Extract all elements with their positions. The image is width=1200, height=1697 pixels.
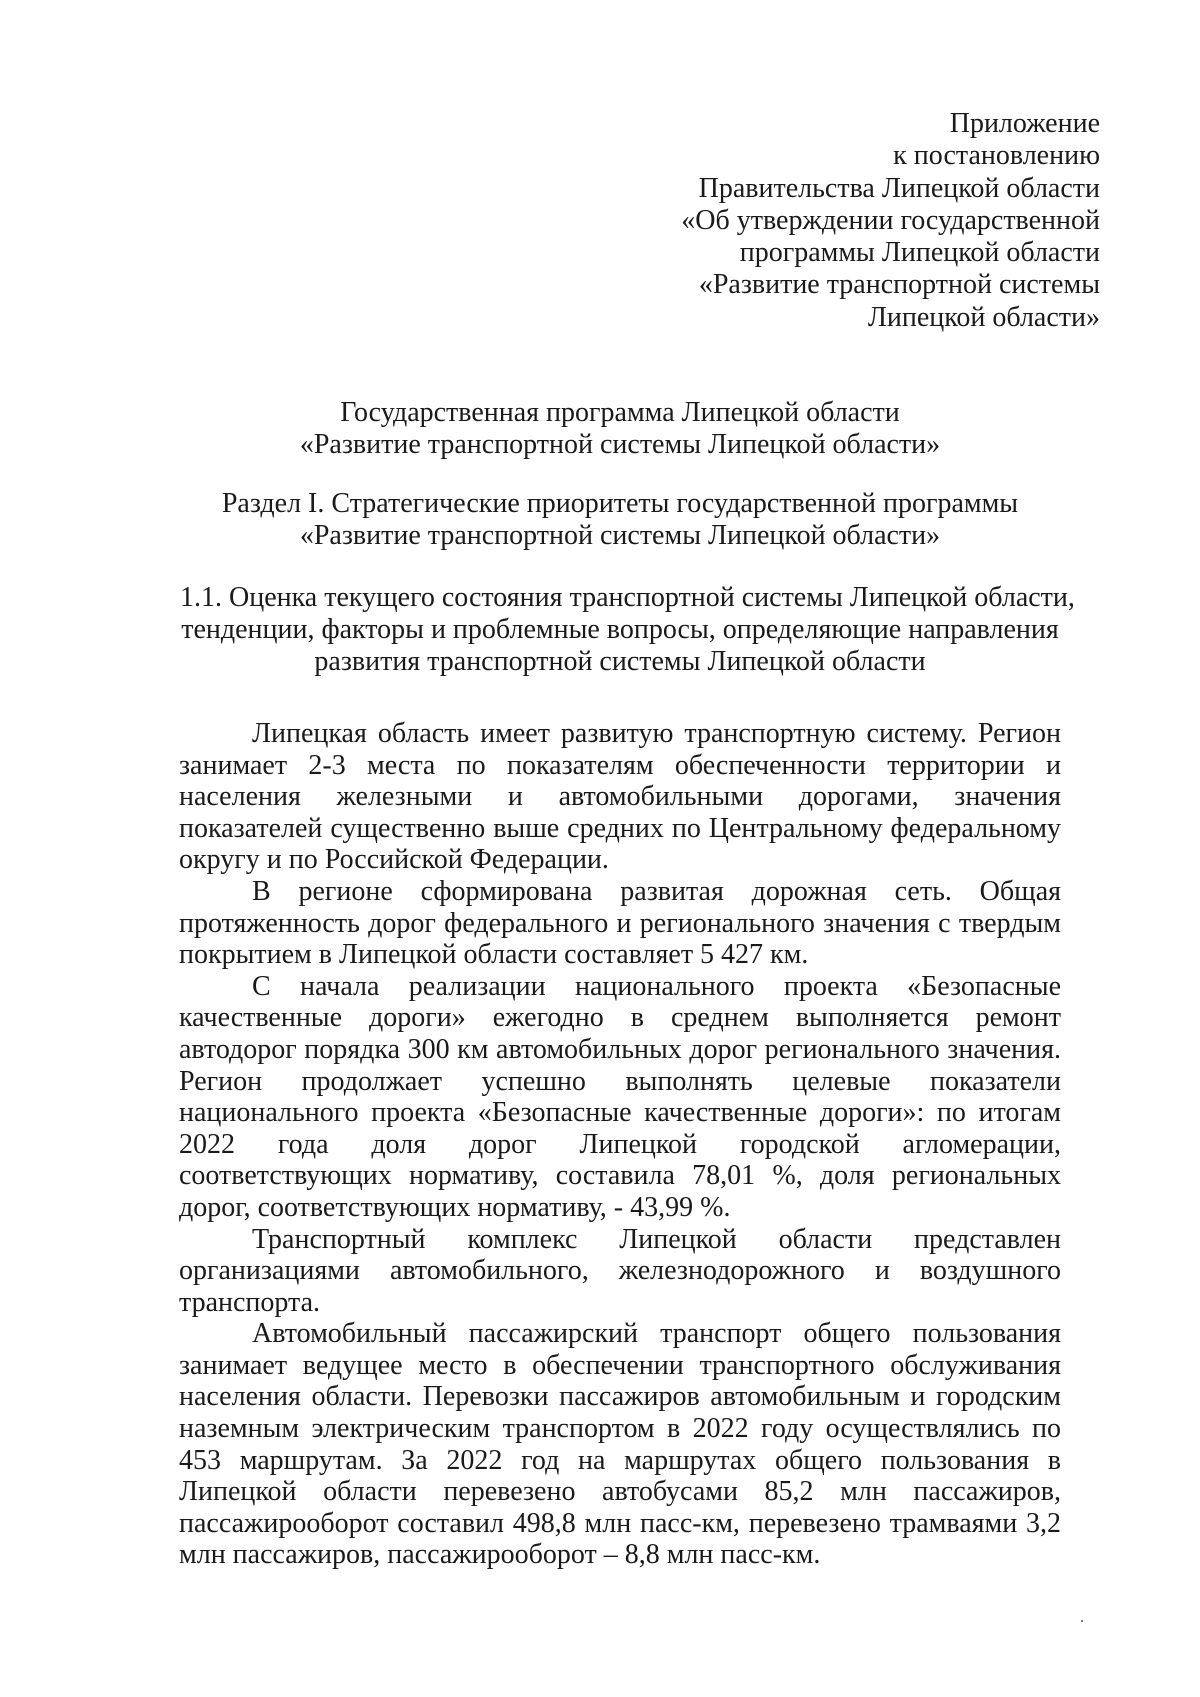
subsection-title (180, 582, 1075, 678)
appendix-line: Правительства Липецкой области (698, 172, 1100, 204)
appendix-line: к постановлению (893, 140, 1100, 172)
appendix-line: Липецкой области» (867, 301, 1100, 333)
paragraph: В регионе сформирована развитая дорожная сеть. Общая протяженность дорог федерального и регионального значения с твердым покрытием в Липецкой области составляет 5 427 км. (179, 875, 1061, 971)
subsection-title-line: 1.1. Оценка текущего состояния транспортной системы Липецкой области, (180, 582, 1075, 613)
subsection-title-line: тенденции, факторы и проблемные вопросы, определяющие направления (181, 614, 1059, 645)
program-title (180, 397, 1060, 461)
paragraph: Липецкая область имеет развитую транспортную систему. Регион занимает 2-3 места по показателям обеспеченности территории и населения железными и автомобильными дорогами, значения показателей существенно выше средних по Центральному федеральному округу и по Российской Федерации. (179, 718, 1061, 876)
program-title-line: Государственная программа Липецкой области (340, 397, 900, 428)
appendix-line: «Развитие транспортной системы (698, 269, 1100, 301)
scan-speck (1081, 1620, 1083, 1622)
program-title-line: «Развитие транспортной системы Липецкой области» (299, 429, 941, 460)
appendix-line: «Об утверждении государственной (681, 204, 1100, 236)
appendix-line: Приложение (949, 108, 1100, 139)
paragraph: С начала реализации национального проекта «Безопасные качественные дороги» ежегодно в среднем выполняется ремонт автодорог порядка 300 км автомобильных дорог регионального значения. Регион продолжает успешно выполнять целевые показатели национального проекта «Безопасные качественные дороги»: по итогам 2022 года доля дорог Липецкой городской агломерации, соответствующих нормативу, составила 78,01 %, доля региональных дорог, соответствующих нормативу, - 43,99 %. (179, 970, 1061, 1223)
body-text (179, 718, 1061, 1571)
appendix-header (681, 108, 1100, 334)
section-title-line: «Развитие транспортной системы Липецкой области» (299, 520, 941, 551)
paragraph: Транспортный комплекс Липецкой области представлен организациями автомобильного, железнодорожного и воздушного транспорта. (179, 1223, 1061, 1318)
appendix-line: программы Липецкой области (739, 237, 1100, 269)
section-title-line: Раздел I. Стратегические приоритеты государственной программы (221, 488, 1019, 519)
subsection-title-line: развития транспортной системы Липецкой области (314, 646, 926, 677)
paragraph: Автомобильный пассажирский транспорт общего пользования занимает ведущее место в обеспечении транспортного обслуживания населения области. Перевозки пассажиров автомобильным и городским наземным электрическим транспортом в 2022 году осуществлялись по 453 маршрутам. За 2022 год на маршрутах общего пользования в Липецкой области перевезено автобусами 85,2 млн пассажиров, пассажирооборот составил 498,8 млн пасс-км, перевезено трамваями 3,2 млн пассажиров, пассажирооборот – 8,8 млн пасс-км. (179, 1318, 1061, 1571)
section-title (180, 488, 1060, 552)
